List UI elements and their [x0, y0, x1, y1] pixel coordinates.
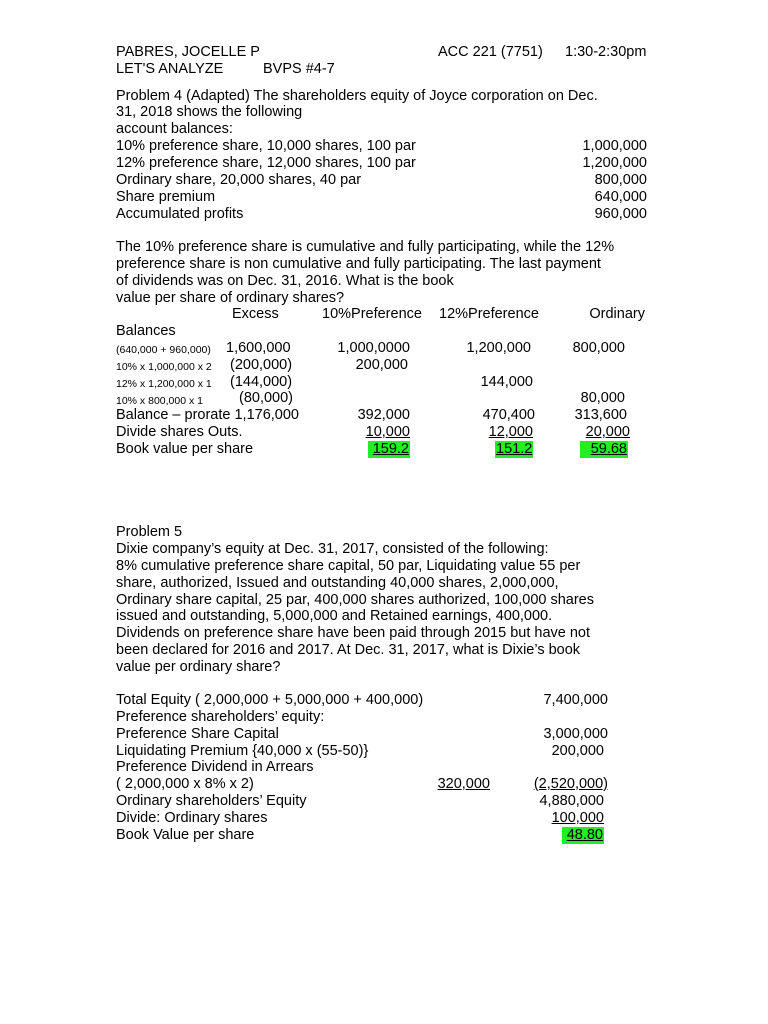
problem4-paragraph-line: The 10% preference share is cumulative and fully participating, while the 12% [116, 239, 615, 255]
column-header-excess: Excess [232, 306, 279, 322]
excess-cell: 1,600,000 [226, 340, 291, 356]
balance-label: Accumulated profits [116, 206, 244, 222]
topic-title: BVPS #4-7 [263, 61, 335, 77]
ordinary-cell: 20,000 [585, 424, 630, 440]
balance-label: Share premium [116, 189, 216, 205]
ordinary-cell: 800,000 [572, 340, 625, 356]
balance-label: Ordinary share, 20,000 shares, 40 par [116, 172, 362, 188]
problem5-paragraph-line: issued and outstanding, 5,000,000 and Retained earnings, 400,000. [116, 608, 553, 624]
ordinary-bvps: 59.68 [580, 441, 628, 458]
excess-cell: (200,000) [230, 357, 293, 373]
ordinary-cell: 313,600 [574, 407, 627, 423]
bvps-label: Book Value per share [116, 827, 255, 843]
balance-value: 1,200,000 [582, 155, 647, 171]
problem4-title-line3: account balances: [116, 121, 233, 137]
row-note: (640,000 + 960,000) [116, 344, 211, 356]
balance-value: 960,000 [594, 206, 647, 222]
pref12-cell: 470,400 [482, 407, 535, 423]
problem4-title-line1: Problem 4 (Adapted) The shareholders equity of Joyce corporation on Dec. [116, 88, 598, 104]
balance-label: 10% preference share, 10,000 shares, 100 par [116, 138, 416, 154]
pref12-cell: 12,000 [488, 424, 533, 440]
class-time: 1:30-2:30pm [565, 44, 647, 60]
balances-label: Balances [116, 323, 176, 339]
balance-value: 640,000 [594, 189, 647, 205]
liq-premium-value: 200,000 [551, 743, 604, 759]
problem4-paragraph-line: value per share of ordinary shares? [116, 290, 345, 306]
problem5-title: Problem 5 [116, 524, 183, 540]
problem5-paragraph-line: Dixie company’s equity at Dec. 31, 2017, consisted of the following: [116, 541, 549, 557]
bvps-value: 48.80 [562, 827, 604, 844]
row-label: Balance – prorate 1,176,000 [116, 407, 299, 423]
pref10-cell: 10,000 [365, 424, 410, 440]
activity-title: LET'S ANALYZE [116, 61, 224, 77]
problem4-title-line2: 31, 2018 shows the following [116, 104, 303, 120]
liq-premium-label: Liquidating Premium {40,000 x (55-50)} [116, 743, 369, 759]
pref10-bvps: 159.2 [368, 441, 410, 458]
column-header-pref10: 10%Preference [322, 306, 422, 322]
excess-cell: (80,000) [239, 390, 294, 406]
problem5-paragraph-line: Dividends on preference share have been paid through 2015 but have not [116, 625, 591, 641]
ord-equity-value: 4,880,000 [539, 793, 604, 809]
pref10-cell: 1,000,0000 [337, 340, 410, 356]
row-label: Divide shares Outs. [116, 424, 243, 440]
pref-capital-value: 3,000,000 [543, 726, 608, 742]
pref10-cell: 200,000 [355, 357, 408, 373]
problem5-paragraph-line: Ordinary share capital, 25 par, 400,000 shares authorized, 100,000 shares [116, 592, 594, 608]
problem5-paragraph-line: value per ordinary share? [116, 659, 281, 675]
problem4-paragraph-line: of dividends was on Dec. 31, 2016. What is the book [116, 273, 454, 289]
column-header-ordinary: Ordinary [589, 306, 645, 322]
pref-div-total-value: (2,520,000) [533, 776, 608, 792]
balance-label: 12% preference share, 12,000 shares, 100 par [116, 155, 416, 171]
total-equity-label: Total Equity ( 2,000,000 + 5,000,000 + 400,000) [116, 692, 424, 708]
divide-label: Divide: Ordinary shares [116, 810, 268, 826]
ordinary-cell: 80,000 [580, 390, 625, 406]
problem5-paragraph-line: 8% cumulative preference share capital, 50 par, Liquidating value 55 per [116, 558, 581, 574]
pref-div-calc-label: ( 2,000,000 x 8% x 2) [116, 776, 254, 792]
column-header-pref12: 12%Preference [439, 306, 539, 322]
ord-equity-label: Ordinary shareholders’ Equity [116, 793, 307, 809]
pref-div-mid-value: 320,000 [437, 776, 490, 792]
row-note: 10% x 1,000,000 x 2 [116, 361, 212, 373]
student-name: PABRES, JOCELLE P [116, 44, 260, 60]
pref12-cell: 1,200,000 [466, 340, 531, 356]
row-note: 12% x 1,200,000 x 1 [116, 378, 212, 390]
row-note: 10% x 800,000 x 1 [116, 395, 203, 407]
total-equity-value: 7,400,000 [543, 692, 608, 708]
pref10-cell: 392,000 [357, 407, 410, 423]
balance-value: 800,000 [594, 172, 647, 188]
balance-value: 1,000,000 [582, 138, 647, 154]
problem4-paragraph-line: preference share is non cumulative and fully participating. The last payment [116, 256, 601, 272]
pref-capital-label: Preference Share Capital [116, 726, 279, 742]
excess-cell: (144,000) [230, 374, 293, 390]
problem5-paragraph-line: share, authorized, Issued and outstanding 40,000 shares, 2,000,000, [116, 575, 559, 591]
divide-value: 100,000 [551, 810, 604, 826]
row-label: Book value per share [116, 441, 254, 457]
pref-div-label: Preference Dividend in Arrears [116, 759, 314, 775]
pref12-cell: 144,000 [480, 374, 533, 390]
pref12-bvps: 151.2 [496, 441, 533, 457]
course-code: ACC 221 (7751) [438, 44, 543, 60]
problem5-paragraph-line: been declared for 2016 and 2017. At Dec. 31, 2017, what is Dixie’s book [116, 642, 581, 658]
pref-equity-label: Preference shareholders’ equity: [116, 709, 325, 725]
